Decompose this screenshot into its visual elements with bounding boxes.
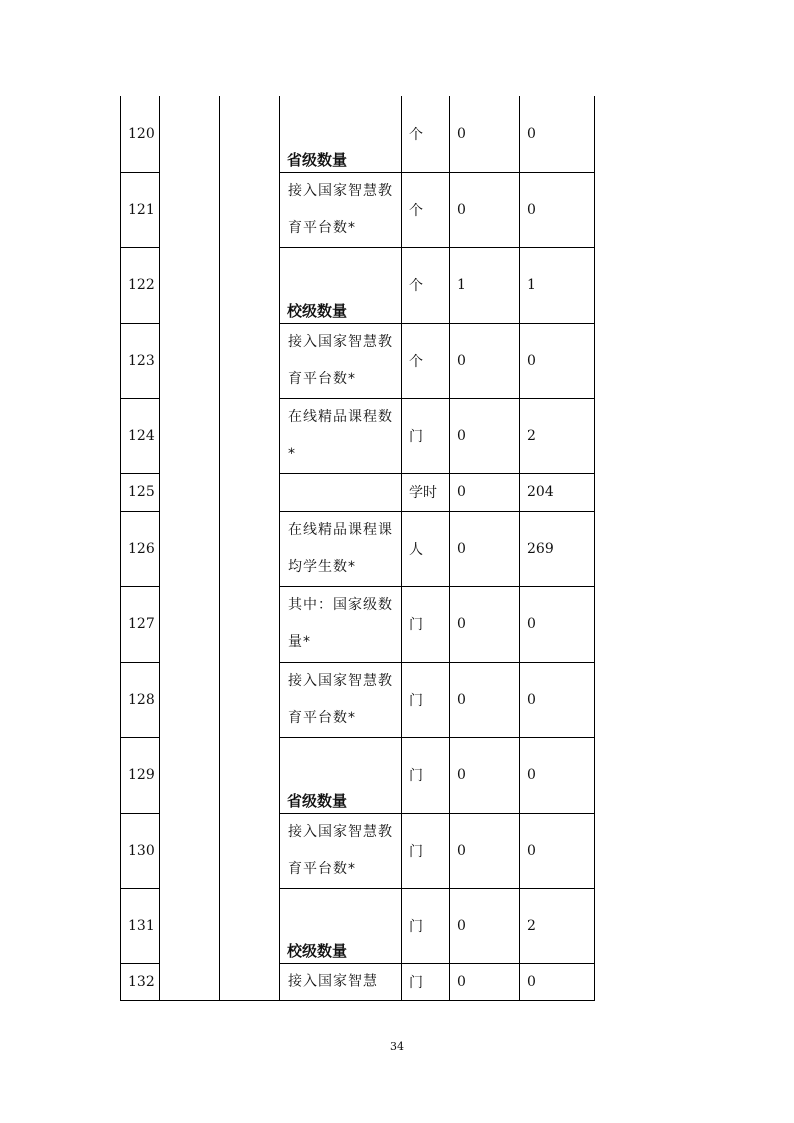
value-cell-1: 0 xyxy=(457,691,466,708)
table-row xyxy=(120,473,595,511)
data-table xyxy=(120,96,595,1001)
table-row xyxy=(120,247,595,323)
unit-cell: 个 xyxy=(409,127,423,143)
table-row xyxy=(120,398,595,473)
row-label: 接入国家智慧教育平台数* xyxy=(288,333,393,387)
table-row xyxy=(120,737,595,813)
value-cell-1: 0 xyxy=(457,126,466,142)
unit-cell: 学时 xyxy=(409,485,437,501)
table-row xyxy=(120,323,595,398)
value-cell-2: 0 xyxy=(527,352,536,369)
row-number: 131 xyxy=(128,917,155,934)
row-number: 123 xyxy=(128,352,155,369)
unit-cell: 门 xyxy=(409,975,423,991)
value-cell-2: 2 xyxy=(527,917,536,934)
value-cell-1: 0 xyxy=(457,540,466,557)
row-label: 省级数量 xyxy=(287,792,348,810)
value-cell-1: 0 xyxy=(457,842,466,859)
table-row xyxy=(120,172,595,247)
unit-cell: 门 xyxy=(409,843,423,860)
table-row xyxy=(120,662,595,737)
unit-cell: 门 xyxy=(409,692,423,709)
value-cell-1: 0 xyxy=(457,974,466,990)
row-label: 接入国家智慧 xyxy=(288,973,378,990)
value-cell-2: 1 xyxy=(527,277,536,293)
row-label: 接入国家智慧教育平台数* xyxy=(288,823,393,877)
row-number: 126 xyxy=(128,540,155,557)
unit-cell: 门 xyxy=(409,918,423,935)
value-cell-2: 2 xyxy=(527,427,536,444)
unit-cell: 门 xyxy=(409,428,423,445)
row-label: 接入国家智慧教育平台数* xyxy=(288,672,393,726)
value-cell-2: 0 xyxy=(527,201,536,218)
unit-cell: 个 xyxy=(409,353,423,370)
row-number: 127 xyxy=(128,616,155,632)
row-number: 129 xyxy=(128,767,155,783)
value-cell-1: 0 xyxy=(457,917,466,934)
value-cell-2: 0 xyxy=(527,842,536,859)
row-label: 其中：国家级数量* xyxy=(288,597,393,650)
row-label: 在线精品课程数* xyxy=(288,408,393,462)
value-cell-2: 0 xyxy=(527,767,536,783)
value-cell-2: 0 xyxy=(527,616,536,632)
value-cell-2: 0 xyxy=(527,126,536,142)
row-label: 校级数量 xyxy=(287,942,348,960)
table-row xyxy=(120,963,595,1001)
unit-cell: 门 xyxy=(409,617,423,633)
table-row xyxy=(120,586,595,662)
row-number: 121 xyxy=(128,201,155,218)
row-number: 132 xyxy=(128,974,155,990)
table-row xyxy=(120,511,595,586)
table-row xyxy=(120,813,595,888)
row-label: 在线精品课程课均学生数* xyxy=(288,521,393,575)
value-cell-2: 0 xyxy=(527,974,536,990)
row-number: 124 xyxy=(128,427,155,444)
row-number: 130 xyxy=(128,842,155,859)
row-label: 省级数量 xyxy=(287,151,348,169)
value-cell-1: 0 xyxy=(457,767,466,783)
value-cell-2: 269 xyxy=(527,540,554,557)
table-row xyxy=(120,888,595,963)
unit-cell: 个 xyxy=(409,202,423,219)
value-cell-1: 0 xyxy=(457,201,466,218)
unit-cell: 门 xyxy=(409,768,423,784)
value-cell-1: 0 xyxy=(457,616,466,632)
value-cell-1: 1 xyxy=(457,277,466,293)
row-label: 校级数量 xyxy=(287,302,348,320)
value-cell-1: 0 xyxy=(457,427,466,444)
table-row xyxy=(120,96,595,172)
unit-cell: 个 xyxy=(409,278,423,294)
value-cell-1: 0 xyxy=(457,352,466,369)
row-label: 接入国家智慧教育平台数* xyxy=(288,182,393,236)
row-number: 125 xyxy=(128,484,155,500)
unit-cell: 人 xyxy=(409,541,423,558)
row-number: 128 xyxy=(128,691,155,708)
row-number: 120 xyxy=(128,126,155,142)
value-cell-2: 204 xyxy=(527,484,554,500)
row-number: 122 xyxy=(128,277,155,293)
page-number: 34 xyxy=(390,1040,404,1053)
value-cell-1: 0 xyxy=(457,484,466,500)
value-cell-2: 0 xyxy=(527,691,536,708)
